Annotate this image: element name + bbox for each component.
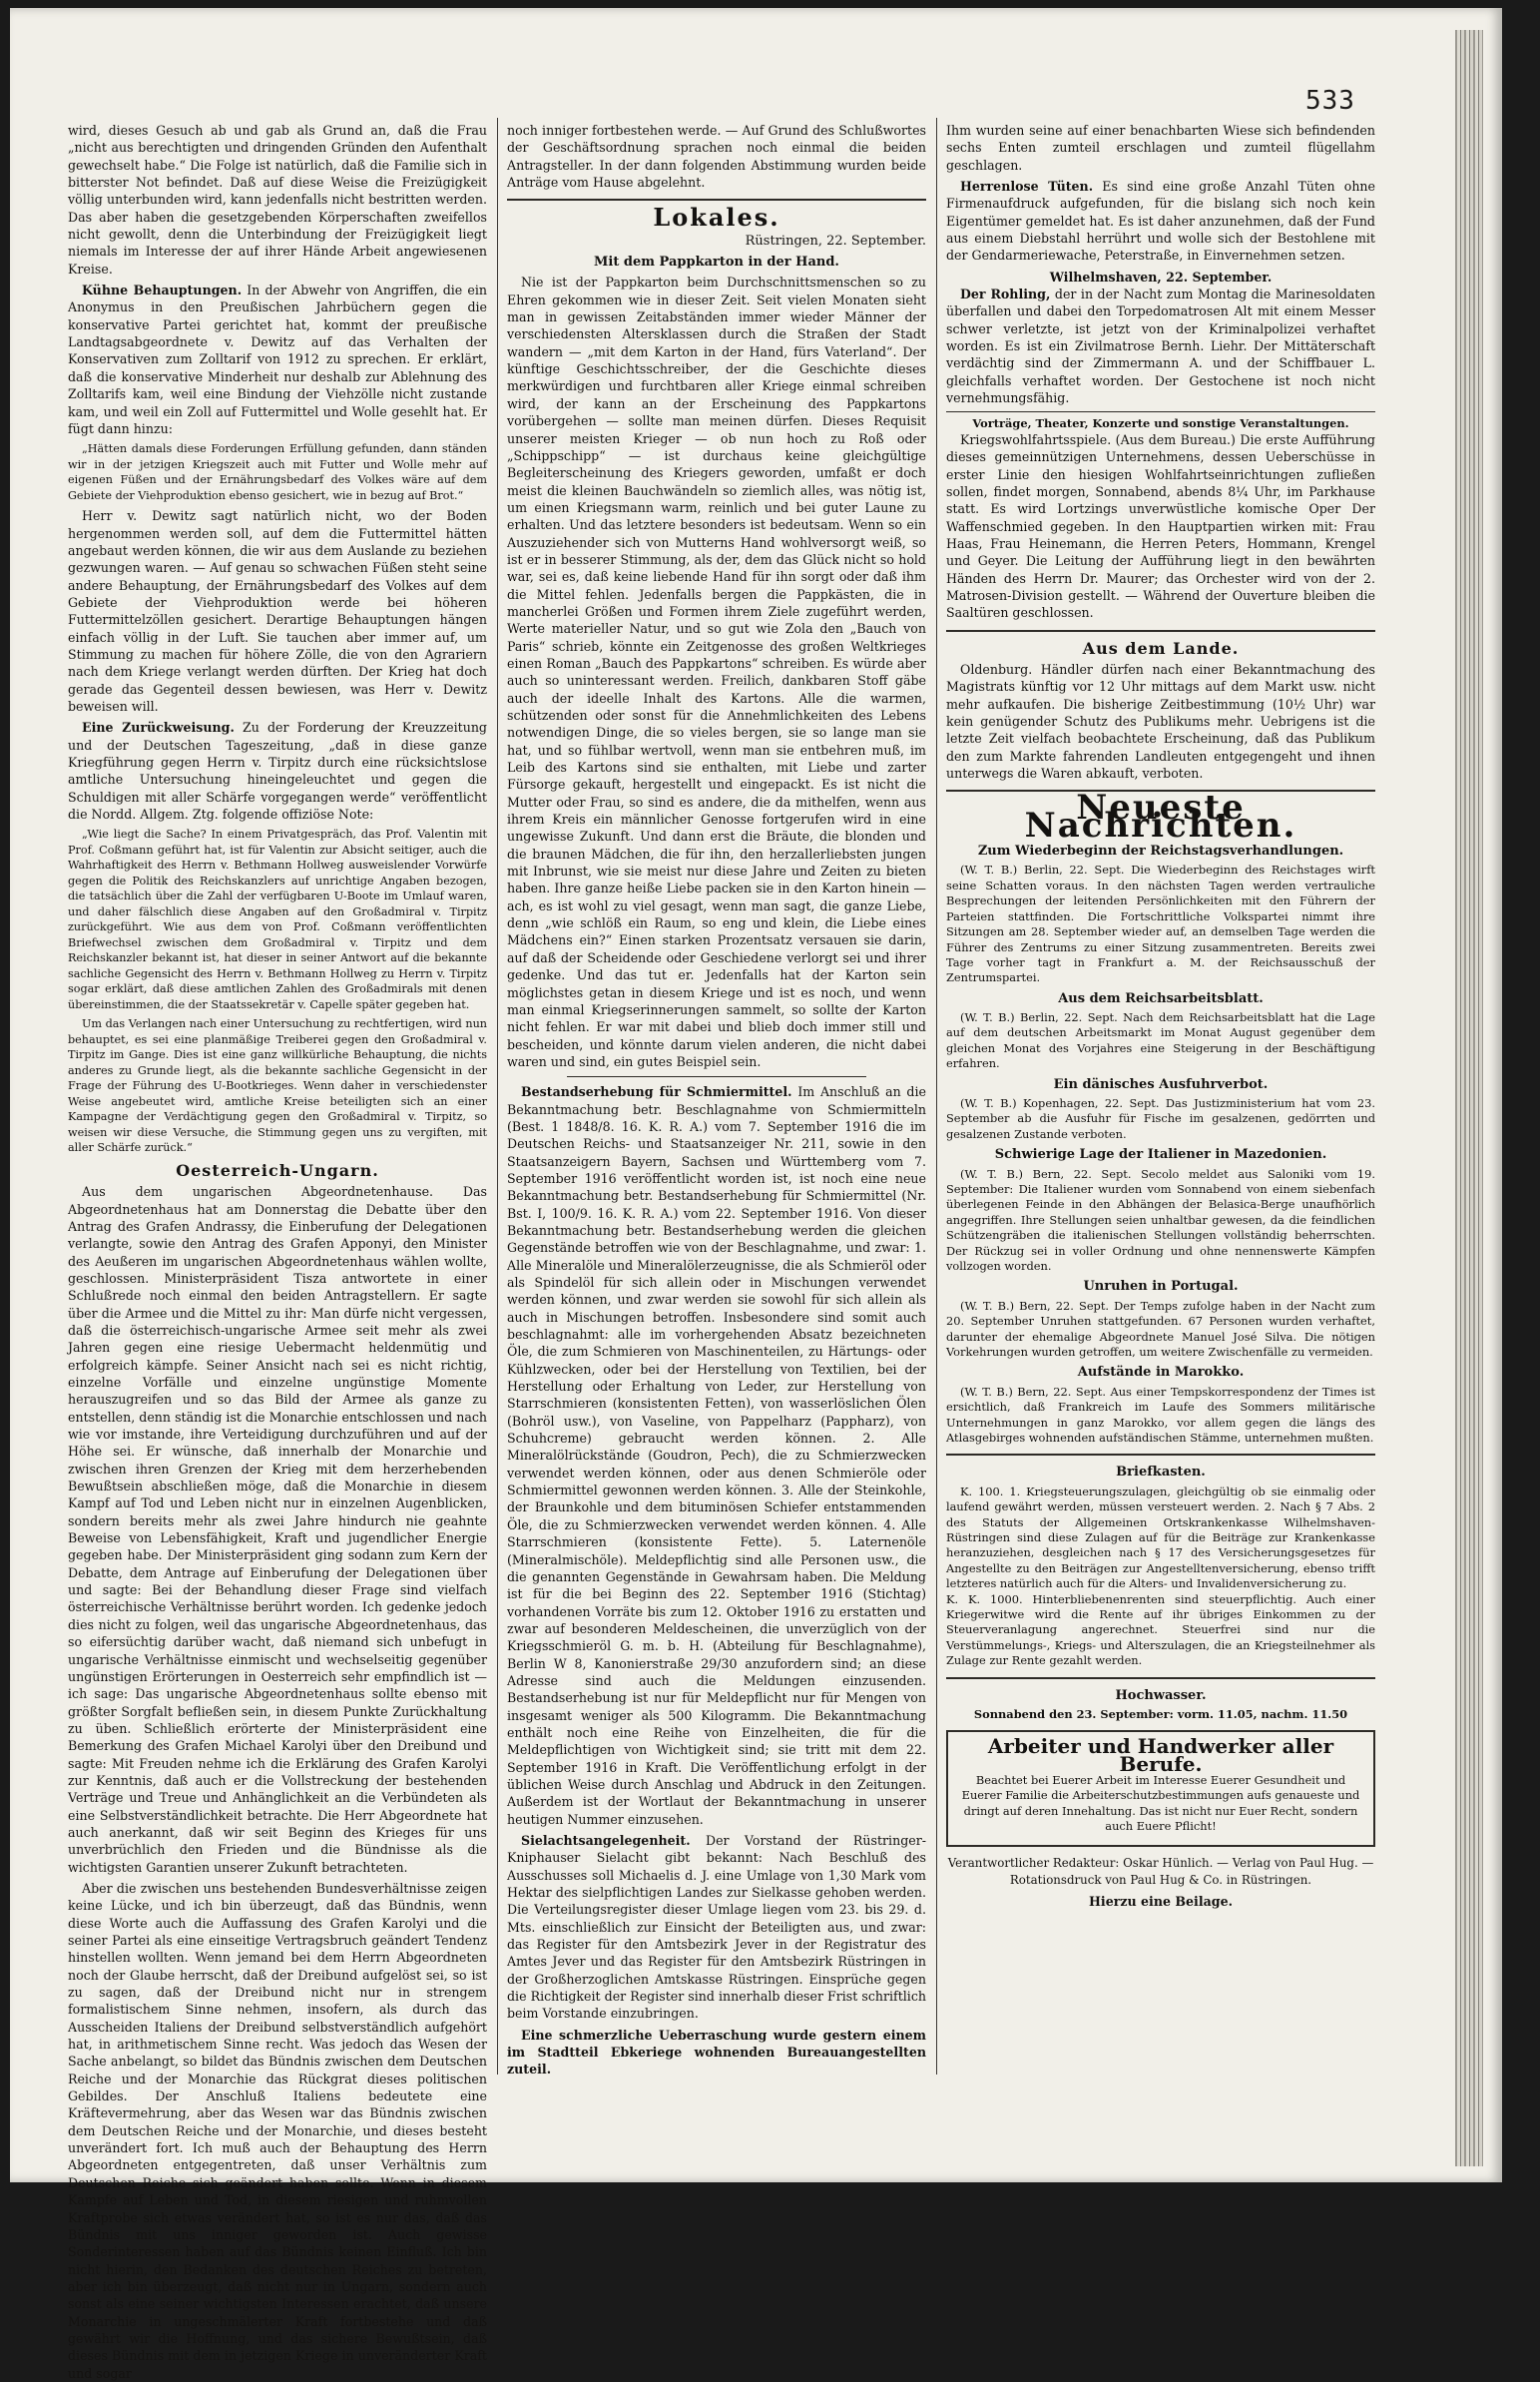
advertisement-text: Beachtet bei Euerer Arbeit im Interesse Euerer Gesundheit und Euerer Familie die Arbeiterschutzbestimmungen aufs genaueste und dringt auf deren Innehaltung. Das ist nicht nur Euer Recht, sondern auch Euere Pflicht! xyxy=(961,1773,1360,1834)
article-text: (W. T. B.) Berlin, 22. Sept. Die Wiederbeginn des Reichstages wirft seine Schatten voraus. In den nächsten Tagen werden vertrauliche Besprechungen der leitenden Persönlichkeiten mit den Führern der Parteien stattfinden. Die Fortschrittliche Volkspartei nimmt ihre Sitzungen am 28. September wieder auf, an demselben Tage werden die Führer des Zentrums zu einer Sitzung zusammentreten. Bereits zwei Tage vorher tagt in Frankfurt a. M. der Reichsausschuß der Zentrumspartei. xyxy=(946,863,1375,985)
section-title: Neueste Nachrichten. xyxy=(1024,788,1297,846)
section-title: Briefkasten. xyxy=(1116,1465,1206,1481)
article-text: Kriegswohlfahrtsspiele. (Aus dem Bureau.) Die erste Aufführung dieses gemeinnützigen Unternehmens, dessen Ueberschüsse in erster Linie den hiesigen Wohlfahrtseinrichtungen zufließen sollen, findet morgen, Sonnabend, abends 8¼ Uhr, im Parkhause statt. Es wird Lortzings unverwüstliche komische Oper Der Waffenschmied gegeben. In den Hauptpartien wirken mit: Frau Haas, Frau Heinemann, die Herren Peters, Hommann, Krengel und Geyer. Die Leitung der Aufführung liegt in den bewährten Händen des Herrn Dr. Maurer; das Orchester wird von der 2. Matrosen-Division gestellt. — Während der Ouverture bleiben die Saaltüren geschlossen. xyxy=(946,431,1375,621)
section-title: Oesterreich-Ungarn. xyxy=(176,1160,379,1180)
divider xyxy=(946,1454,1375,1456)
article-text: (W. T. B.) Bern, 22. Sept. Der Temps zufolge haben in der Nacht zum 20. September Unruhen stattgefunden. 67 Personen wurden verhaftet, darunter der ehemalige Abgeordnete Manuel José Silva. Die nötigen Vorkehrungen wurden getroffen, um weitere Zwischenfälle zu vermeiden. xyxy=(946,1298,1375,1359)
article-text: Eine schmerzliche Ueberraschung wurde gestern einem im Stadtteil Ebkeriege wohnenden Bureauangestellten zuteil. xyxy=(507,2027,926,2078)
divider xyxy=(946,1677,1375,1679)
section-title: Aus dem Lande. xyxy=(1082,638,1240,658)
column-rule xyxy=(936,118,937,2075)
article-text: Im Anschluß an die Bekanntmachung betr. Beschlagnahme von Schmiermitteln (Best. 1 1848/8. 16. K. R. A.) vom 7. September 1916 die im Deutschen Reichs- und Staatsanzeiger Nr. 211, sowie in den Staatsanzeigern Bayern, Sachsen und Württemberg vom 7. September 1916 veröffentlicht worden ist, ist noch eine neue Bekanntmachung betr. Bestandserhebung für Schmiermittel (Nr. Bst. I, 100/9. 16. K. R. A.) vom 22. September 1916. Von dieser Bekanntmachung betr. Bestandserhebung werden die gleichen Gegenstände betroffen wie von der Beschlagnahme, und zwar: 1. Alle Mineralöle und Mineralölerzeugnisse, die als Schmieröl oder als Spindelöl für sich allein oder in Mischungen verwendet werden können, und zwar werden sie sowohl für sich allein als auch in Mischungen betroffen. Insbesondere sind somit auch beschlagnahmt: alle im vorhergehenden Absatz bezeichneten Öle, die zum Schmieren von Maschinenteilen, zu Härtungs- oder Kühlzwecken, oder bei der Herstellung von Textilien, bei der Herstellung oder Erhaltung von Leder, zur Herstellung von Starrschmieren (konsistenten Fetten), von wasserlöslichen Ölen (Bohröl usw.), von Vaseline, von Pappelharz (Pappharz), von Schuhcreme) gebraucht werden können. 2. Alle Mineralölrückstände (Goudron, Pech), die zu Schmierzwecken verwendet werden können, oder aus denen Schmieröle oder Schmiermittel gewonnen werden können. 3. Alle der Steinkohle, der Braunkohle und dem bituminösen Schiefer entstammenden Öle, die zu Schmierzwecken verwendet werden können. 4. Alle Starrschmieren (konsistente Fette). 5. Laternenöle (Mineralmischöle). Meldepflichtig sind alle Personen usw., die die genannten Gegenstände in Gewahrsam haben. Die Meldung ist für die bei Beginn des 22. September 1916 (Stichtag) vorhandenen Vorräte bis zum 12. Oktober 1916 zu erstatten und zwar auf besonderen Meldescheinen, die unverzüglich von der Kriegsschmieröl G. m. b. H. (Abteilung für Beschlagnahme), Berlin W 8, Kanonierstraße 29/30 anzufordern sind; an diese Adresse sind auch die Meldungen einzusenden. Bestandserhebung ist nur für Meldepflicht nur für Mengen von insgesamt weniger als 500 Kilogramm. Die Bekanntmachung enthält noch eine Reihe von Einzelheiten, die für die Meldepflichtigen von Wichtigkeit sind; sie tritt mit dem 22. September 1916 in Kraft. Die Veröffentlichung erfolgt in der üblichen Weise durch Anschlag und Abdruck in den Zeitungen. Außerdem ist der Wortlaut der Bekanntmachung in unserer heutigen Nummer einzusehen. xyxy=(507,1084,926,1827)
section-title: Vorträge, Theater, Konzerte und sonstige Veranstaltungen. xyxy=(972,415,1349,430)
column-rule xyxy=(497,118,498,2075)
article-title: Herrenlose Tüten. xyxy=(960,179,1094,195)
article-kuehne xyxy=(68,282,487,437)
article-text: Aber die zwischen uns bestehenden Bundesverhältnisse zeigen keine Lücke, und ich bin überzeugt, daß das Bündnis, wenn diese Worte auch die Auffassung des Grafen Karolyi und die seiner Partei als eine einseitige Vertragsbruch geändert Tendenz hinstellen wollten. Wenn jemand bei dem Herrn Abgeordneten noch der Glaube herrscht, daß der Dreibund aufgelöst sei, so ist zu sagen, daß der Dreibund nicht nur in strengem formalistischem Sinne nehmen, insofern, als durch das Ausscheiden Italiens der Dreibund selbstverständlich aufgehört hat, in arithmetischem Sinne recht. Was jedoch das Wesen der Sache anbelangt, so bildet das Bündnis zwischen dem Deutschen Reiche und der Monarchie das Rückgrat dieses politischen Gebildes. Der Anschluß Italiens bedeutete eine Kräftevermehrung, aber das Wesen war das Bündnis zwischen dem Deutschen Reiche und der Monarchie, und dieses besteht unverändert fort. Ich muß auch der Behauptung des Herrn Abgeordneten entgegentreten, daß unser Verhältnis zum Deutschen Reiche sich geändert haben sollte. Wenn in diesem Kampfe auf Leben und Tod, in diesem riesigen und ruhmvollen Kraftprobe sich etwas verändert hat, so ist es nur das, daß das Bündnis mit uns inniger geworden ist. Auch gewisse Sonderinteressen haben auf das Bündnis keinen Einfluß. Ich bin nicht hierin, den Bedanken des deutschen Reiches zu betreten, aber ich bin überzeugt, daß nicht nur in Ungarn, sondern auch sonst als eine seiner wichtigsten Interessen erachtet, daß unsere Monarchie in ungeschmälerter Kraft fortbestehe und daß gewährt wir die Hoffnung, und das sichere Bewußtsein, daß dieses Bündnis mit dem in jetzigen Kriege in unveränderter Kraft und sogar xyxy=(68,1880,487,2381)
article-text: Der Vorstand der Rüstringer-Kniphauser Sielacht gibt bekannt: Nach Beschluß des Ausschusses soll Michaelis d. J. eine Umlage von 1,30 Mark vom Hektar des sielpflichtigen Landes zur Sielkasse gehoben werden. Die Verteilungsregister dieser Umlage liegen vom 23. bis 29. d. Mts. einschließlich zur Einsicht der Beteiligten aus, und zwar: das Register für den Amtsbezirk Jever in der Registratur des Amtes Jever und das Register für den Amtsbezirk Rüstringen in der Großherzoglichen Amtskasse Rüstringen. Einsprüche gegen die Richtigkeit der Register sind innerhalb dieser Frist schriftlich beim Vorstande einzubringen. xyxy=(507,1833,926,2022)
binding-edge xyxy=(1455,30,1483,2166)
quote: Um das Verlangen nach einer Untersuchung zu rechtfertigen, wird nun behauptet, es sei eine planmäßige Treiberei gegen den Großadmiral v. Tirpitz im Gange. Dies ist eine ganz willkürliche Behauptung, die nichts anderes zu Grunde liegt, als die bekannte sachliche Gegensicht in der Frage der Führung des U-Bootkrieges. Wenn daher in verschiedenster Weise angebeutet wird, amtliche Kreise beteiligten sich an einer Kampagne der Verdächtigung gegen den Großadmiral v. Tirpitz, so weisen wir diese Versuche, die Stimmung gegen uns zu vergiften, mit aller Schärfe zurück.“ xyxy=(68,1017,487,1155)
article-title: Ein dänisches Ausfuhrverbot. xyxy=(1053,1076,1269,1092)
divider xyxy=(946,411,1375,412)
article-text: wird, dieses Gesuch ab und gab als Grund an, daß die Frau „nicht aus berechtigten und dringenden Gründen den Aufenthalt gewechselt habe.“ Die Folge ist natürlich, daß die Familie sich in bitterster Not befindet. Daß auf diese Weise die Freizügigkeit völlig unterbunden wird, kann jedenfalls nicht bestritten werden. Das aber haben die gesetzgebenden Körperschaften zweifellos nicht gewollt, denn die Unterbindung der Freizügigkeit liegt niemals im Interesse der auf ihrer Hände Arbeit angewiesenen Kreise. xyxy=(68,123,487,277)
article-text: (W. T. B.) Bern, 22. Sept. Secolo meldet aus Saloniki vom 19. September: Die Italiener wurden vom Sonnabend von einem siebenfach überlegenen Feinde in den Abhängen der Belasica-Berge unaufhörlich angegriffen. Ihre Stellungen seien unhaltbar gewesen, da die feindlichen Schützengräben die italienischen Stellungen vollständig beherrschten. Der Rückzug sei in voller Ordnung und ohne nennenswerte Kämpfen vollzogen worden. xyxy=(946,1166,1375,1274)
article-rohling xyxy=(946,286,1375,406)
article-title: Kühne Behauptungen. xyxy=(82,283,243,298)
quote: „Wie liegt die Sache? In einem Privatgespräch, das Prof. Valentin mit Prof. Coßmann geführt hat, ist für Valentin zur Absicht seitiger, auch die Wahrhaftigkeit des Herrn v. Bethmann Hollweg ausweislender Vorwürfe gegen die Politik des Reichskanzlers auf unrichtige Angaben bezogen, die tatsächlich über die Zahl der verfügbaren U-Boote im Umlauf waren, und daher fälschlich diese Angaben auf den Großadmiral v. Tirpitz zurückgeführt. Wie aus dem von Prof. Coßmann veröffentlichten Briefwechsel zwischen dem Großadmiral v. Tirpitz und dem Reichskanzler bekannt ist, hat dieser in seiner Antwort auf die bekannte sachliche Gegensicht des Herrn v. Bethmann Hollweg zu Herrn v. Tirpitz sogar erklärt, daß diese amtlichen Zahlen des Großadmirals mit denen übereinstimmen, die der Staatssekretär v. Capelle später gegeben hat. xyxy=(68,828,487,1011)
article-text: (W. T. B.) Kopenhagen, 22. Sept. Das Justizministerium hat vom 23. September ab die Ausfuhr für Fische im gesalzenen, gedörrten und gesalzenen Zustande verboten. xyxy=(946,1096,1375,1141)
page-number: 533 xyxy=(1305,86,1355,116)
supplement-note: Hierzu eine Beilage. xyxy=(1089,1894,1233,1910)
article-title: Aus dem Reichsarbeitsblatt. xyxy=(1058,990,1264,1006)
article-text: Oldenburg. Händler dürfen nach einer Bekanntmachung des Magistrats künftig vor 12 Uhr mittags auf dem Markt usw. nicht mehr aufkaufen. Die bisherige Zeitbestimmung (10½ Uhr) war kein genügender Schutz des Publikums mehr. Uebrigens ist die letzte Zeit vielfach beobachtete Erscheinung, daß das Publikum den zum Markte fahrenden Landleuten entgegengeht und ihnen unterwegs die Waren abkauft, verboten. xyxy=(946,662,1375,782)
advertisement-box xyxy=(946,1730,1375,1846)
article-text: K. 100. 1. Kriegsteuerungszulagen, gleichgültig ob sie einmalig oder laufend gewährt werden, müssen versteuert werden. 2. Nach § 7 Abs. 2 des Statuts der Allgemeinen Ortskrankenkasse Wilhelmshaven-Rüstringen sind diese Zulagen auf für die Beiträge zur Krankenkasse heranzuziehen, desgleichen nach § 17 des Versicherungsgesetzes für Angestellte zu den Beiträgen zur Angestelltenversicherung, ebenso trifft letzteres natürlich auch für die Alters- und Invalidenversicherung zu. K. K. 1000. Hinterbliebenenrenten sind steuerpflichtig. Auch einer Kriegerwitwe wird die Rente auf ihr übriges Einkommen zu der Steuerveranlagung angerechnet. Steuerfrei sind nur die Verstümmelungs-, Kriegs- und Alterszulagen, die an Kriegsteilnehmer als Zulage zur Rente gezahlt werden. xyxy=(946,1484,1375,1668)
article-text: (W. T. B.) Berlin, 22. Sept. Nach dem Reichsarbeitsblatt hat die Lage auf dem deutschen Arbeitsmarkt im Monat August gegenüber dem gleichen Monat des Vorjahres eine Steigerung in der Beschäftigung erfahren. xyxy=(946,1010,1375,1071)
article-text: Ihm wurden seine auf einer benachbarten Wiese sich befindenden sechs Enten zumteil erschlagen und zumteil flügellahm geschlagen. xyxy=(946,123,1375,173)
article-text: In der Abwehr von Angriffen, die ein Anonymus in den Preußischen Jahrbüchern gegen die konservative Partei gerichtet hat, kommt der preußische Landtagsabgeordnete v. Dewitz auf das Verhalten der Konservativen zum Zolltarif von 1912 zu sprechen. Er erklärt, daß die konservative Minderheit nur deshalb zur Ablehnung des Zolltarifs kam, weil eine Bindung der Viehzölle nicht zustande kam, und weil ein Zoll auf Futtermittel und Wolle gesehlt hat. Er fügt dann hinzu: xyxy=(68,283,487,436)
column-2 xyxy=(507,122,926,2079)
article-text: Zu der Forderung der Kreuzzeitung und der Deutschen Tageszeitung, „daß in diese ganze Kriegführung gegen Herrn v. Tirpitz durch eine rücksichtslose amtliche Untersuchung hineingeleuchtet und gegen die Schuldigen mit aller Schärfe vorgegangen werde“ veröffentlicht die Nordd. Allgem. Ztg. folgende offiziöse Note: xyxy=(68,720,487,823)
article-zurueck xyxy=(68,719,487,823)
article-title: Bestandserhebung für Schmiermittel. xyxy=(521,1084,792,1100)
article-title: Unruhen in Portugal. xyxy=(1083,1279,1239,1295)
article-tueten xyxy=(946,178,1375,265)
article-text: noch inniger fortbestehen werde. — Auf Grund des Schlußwortes der Geschäftsordnung sprachen noch einmal die beiden Antragsteller. In der dann folgenden Abstimmung wurden beide Anträge vom Hause abgelehnt. xyxy=(507,123,926,191)
article-text: Nie ist der Pappkarton beim Durchschnittsmenschen so zu Ehren gekommen wie in dieser Zeit. Seit vielen Monaten sieht man in gewissen Zeitabständen immer wieder Männer der verschiedensten Altersklassen durch die Straßen der Stadt wandern — „mit dem Karton in der Hand, fürs Vaterland“. Der künftige Geschichtsschreiber, der die Geschichte dieses merkwürdigen und furchtbaren aller Kriege einmal schreiben wird, der kann an der Erscheinung des Pappkartons vorübergehen — sollte man meinen dürfen. Dieses Requisit unserer meisten Krieger — ob nun hoch zu Roß oder „Schippschipp“ — ist durchaus keine gleichgültige Begleiterscheinung des Kriegers geworden, umfaßt er doch meist die kleinen Bauchwändeln so ziemlich alles, was nötig ist, um einen Kriegsmann warm, reinlich und bei guter Laune zu erhalten. Und das letztere besonders ist bedeutsam. Wenn so ein Auszuziehender sich von Mutterns Hand wohlversorgt weiß, so ist er in besserer Stimmung, als der, dem das Glück nicht so hold war, sei es, daß keine liebende Hand für ihn sorgt oder daß ihm die Mittel fehlen. Jedenfalls bergen die Pappkästen, die in mancherlei Größen und Formen ihrem Ziele zugeführt werden, Werte materieller Natur, und so gut wie Zola den „Bauch von Paris“ schrieb, könnte ein Zeitgenosse des großen Weltkrieges einen Roman „Bauch des Pappkartons“ schreiben. Es würde aber auch so uninteressant werden. Freilich, dankbaren Stoff gäbe auch der ideelle Inhalt des Kartons. Alle die warmen, schützenden oder sonst für die Annehmlichkeiten des Lebens notwendigen Dinge, die so vieles bergen, sie so lange man sie hat, und so fühlbar wertvoll, wenn man sie entbehren muß, im Leib des Kartons sind sie enthalten, mit Liebe und zarter Fürsorge gekauft, hergestellt und eingepackt. Es ist nicht die Mutter oder Frau, so sind es andere, die da mithelfen, wenn aus ihrem Kreis ein männlicher Genosse fortgerufen wird in eine ungewisse Zukunft. Und dann erst die Bräute, die blonden und die braunen Mädchen, die für ihn, den herzallerliebsten jungen mit Inbrunst, wie sie meist nur diese Jahre und Zeiten zu bieten haben. Ihre ganze heiße Liebe packen sie in den Karton hinein — ach, es ist wohl zu viel gesagt, wenn man sagt, die ganze Liebe, denn „wie schlöß ein Raum, so eng und klein, die Liebe eines Mädchens ein?“ Einen starken Prozentsatz versauen sie darin, auf daß der Scheidende oder Geschiedene verlorgt sei und ihrer gedenke. Und das tut er. Jedenfalls hat der Karton sein möglichstes getan in diesem Kriege und ist es noch, und wenn man einmal Kriegserinnerungen sammelt, so sollte der Karton nicht fehlen. Er war mit dabei und blieb doch immer still und bescheiden, und könnte darum vielen anderen, die nicht dabei waren und sind, ein gutes Beispiel sein. xyxy=(507,275,926,1069)
article-text: Aus dem ungarischen Abgeordnetenhause. Das Abgeordnetenhaus hat am Donnerstag die Debatte über den Antrag des Grafen Andrassy, die Einberufung der Delegationen verlangte, sowie den Antrag des Grafen Apponyi, den Minister des Aeußeren im ungarischen Abgeordnetenhaus wählen wollte, geschlossen. Ministerpräsident Tisza antwortete in einer Schlußrede noch einmal den beiden Antragstellern. Er sagte über die Armee und die Mittel zu ihr: Man dürfe nicht vergessen, daß die österreichisch-ungarische Armee seit mehr als zwei Jahren gegen eine riesige Uebermacht heldenmütig und erfolgreich kämpfe. Seiner Ansicht nach sei es nicht richtig, einzelne Vorfälle und einzelne ungünstige Momente herauszugreifen und so das Bild der Armee als ganze zu entstellen, denn ständig ist die Monarchie entschlossen und nach wie vor imstande, ihre Verteidigung durchzuführen und auf der Höhe sei. Er wünsche, daß innerhalb der Monarchie und zwischen ihren Grenzen der Krieg mit dem herzerhebenden Bewußtsein abschließen möge, daß die Monarchie in diesem Kampf auf Tod und Leben nicht nur in einzelnen Augenblicken, sondern bereits mehr als zwei Jahre hindurch nie geahnte Beweise von Lebensfähigkeit, Kraft und jugendlicher Energie gegeben habe. Der Ministerpräsident ging sodann zum Kern der Debatte, dem Antrage auf Einberufung der Delegationen über und sagte: Bei der Behandlung dieser Frage sind vielfach österreichische Verhältnisse berührt worden. Ich gedenke jedoch dies nicht zu folgen, weil das ungarische Abgeordnetenhaus, das so eifersüchtig darüber wacht, daß niemand sich unbefugt in ungarische Verhältnisse einmischt und wechselseitig gegenüber ungünstigen Erörterungen in Oesterreich sehr empfindlich ist — ich sage: Das ungarische Abgeordnetenhaus sollte ebenso mit größter Sorgfalt befließen sein, in diesem Punkte Zurückhaltung zu üben. Schließlich erörterte der Ministerpräsident eine Bemerkung des Grafen Michael Karolyi über den Dreibund und sagte: Mit Freuden nehme ich die Erklärung des Grafen Karolyi zur Kenntnis, daß auch er die Vollstreckung der bestehenden Verträge und Treue und Anhänglichkeit an die Verbündeten als eine Selbstverständlichkeit betrachte. Die Herr Abgeordnete hat auch anerkannt, daß wir seit Beginn des Krieges für uns unverbrüchlich den Frieden und die Bündnisse als die wichtigsten Garantien unserer Zukunft betrachteten. xyxy=(68,1184,487,1875)
article-title: Sielachtsangelegenheit. xyxy=(521,1833,691,1848)
imprint: Verantwortlicher Redakteur: Oskar Hünlich. — Verlag von Paul Hug. — Rotationsdruck von Paul Hug & Co. in Rüstringen. xyxy=(947,1855,1374,1887)
dateline: Wilhelmshaven, 22. September. xyxy=(1049,269,1273,285)
article-title: Eine Zurückweisung. xyxy=(82,720,235,736)
article-sielacht xyxy=(507,1832,926,2023)
quote: „Hätten damals diese Forderungen Erfüllung gefunden, dann ständen wir in der jetzigen Kriegszeit auch mit Futter und Wolle mehr auf eigenen Füßen und der Ernährungsbedarf des Volkes wäre auf dem Gebiete der Viehproduktion ebenso gesichert, wie in bezug auf Brot.“ xyxy=(68,442,487,502)
article-title: Mit dem Pappkarton in der Hand. xyxy=(594,255,839,271)
article-title: Schwierige Lage der Italiener in Mazedonien. xyxy=(994,1147,1327,1163)
section-title: Hochwasser. xyxy=(1115,1687,1207,1703)
article-text: Herr v. Dewitz sagt natürlich nicht, wo der Boden hergenommen werden soll, auf dem die Futtermittel hätten angebaut werden können, die wir aus dem Auslande zu beziehen gezwungen waren. — Auf genau so schwachen Füßen steht seine andere Behauptung, der Ernährungsbedarf des Volkes auf dem Gebiete der Viehproduktion werde bei höheren Futtermittelzöllen gesichert. Derartige Behauptungen hängen einfach völlig in der Luft. Sie tauchen aber immer auf, um Stimmung zu machen für höhere Zölle, die von den Agrariern nach dem Kriege verlangt werden dürften. Der Krieg hat doch gerade das Gegenteil dessen bewiesen, was Herr v. Dewitz beweisen will. xyxy=(68,508,487,714)
divider xyxy=(946,630,1375,632)
advertisement-title: Arbeiter und Handwerker aller Berufe. xyxy=(987,1734,1334,1776)
dateline: Rüstringen, 22. September. xyxy=(745,233,926,249)
article-text: der in der Nacht zum Montag die Marinesoldaten überfallen und dabei den Torpedomatrosen Alt mit einem Messer schwer verletzte, ist jetzt von der Kriminalpolizei verhaftet worden. Es ist ein Zivilmatrose Bernh. Liehr. Der Mittäterschaft verdächtig sind der Zimmermann A. und der Schiffbauer L. gleichfalls verhaftet worden. Der Gestochene ist noch nicht vernehmungsfähig. xyxy=(946,287,1376,406)
article-title: Zum Wiederbeginn der Reichstagsverhandlungen. xyxy=(977,844,1344,860)
article-title: Aufstände in Marokko. xyxy=(1077,1365,1245,1381)
article-text: (W. T. B.) Bern, 22. Sept. Aus einer Tempskorrespondenz der Times ist ersichtlich, daß Frankreich im Laufe des Sommers militärische Unternehmungen in ganz Marokko, vor allem gegen die längs des Atlasgebirges wohnenden aufständischen Stämme, unternehmen mußten. xyxy=(946,1384,1375,1445)
article-schmiermittel xyxy=(507,1083,926,1828)
divider xyxy=(567,1076,866,1077)
article-title: Der Rohling, xyxy=(960,287,1051,302)
column-3 xyxy=(946,122,1375,2079)
section-title: Lokales. xyxy=(653,203,780,233)
divider xyxy=(507,199,926,201)
article-text: Es sind eine große Anzahl Tüten ohne Firmenaufdruck aufgefunden, für die bislang sich noch kein Eigentümer gemeldet hat. Es ist daher anzunehmen, daß der Fund aus einem Diebstahl herrührt und wolle sich der Bestohlene mit der Gendarmeriewache, Peterstraße, in Einvernehmen setzen. xyxy=(946,179,1375,264)
column-1 xyxy=(68,122,487,2381)
tide-times: Sonnabend den 23. September: vorm. 11.05, nachm. 11.50 xyxy=(973,1706,1348,1721)
